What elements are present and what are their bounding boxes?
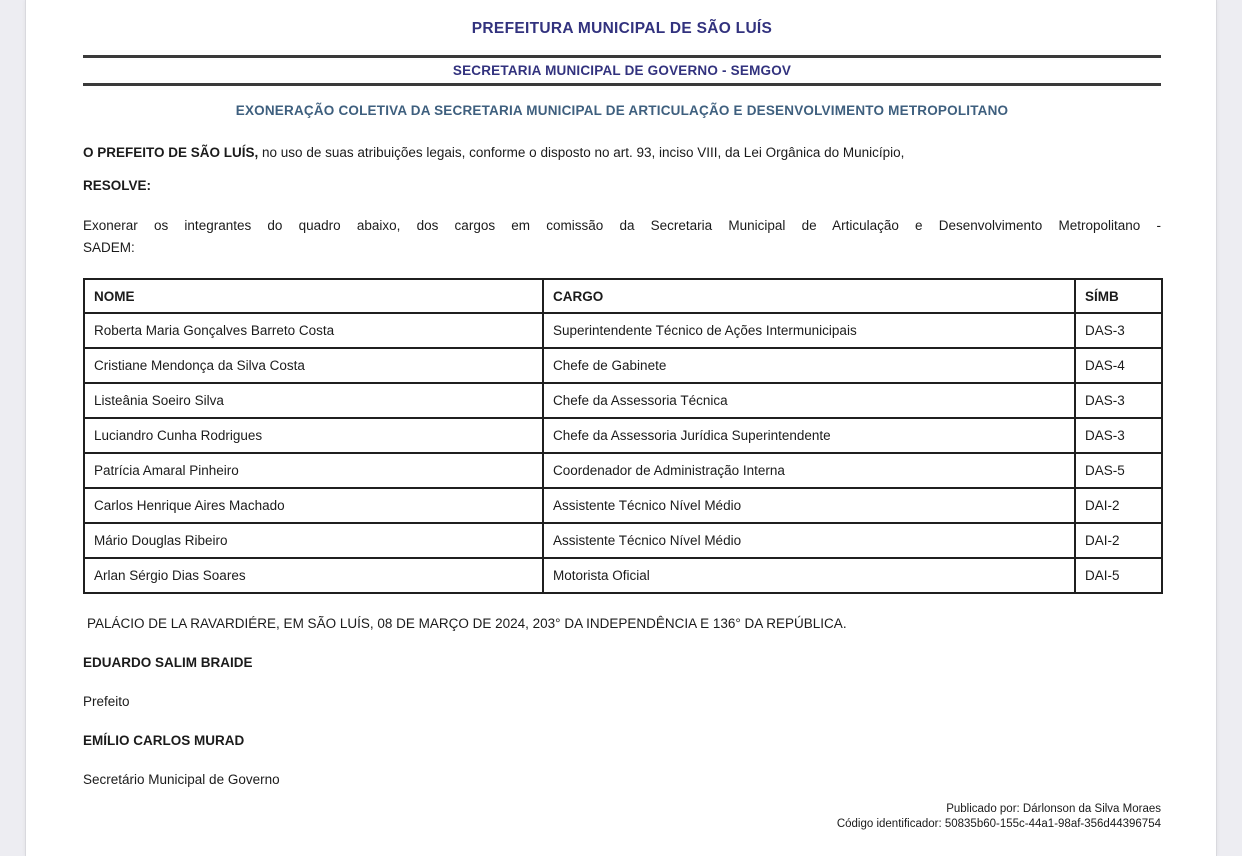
table-header-row xyxy=(84,279,1162,313)
published-by: Publicado por: Dárlonson da Silva Moraes xyxy=(946,803,1161,815)
signature-role-mayor: Prefeito xyxy=(83,694,130,709)
table-row xyxy=(84,348,1162,383)
column-header-cargo: CARGO xyxy=(543,279,1075,313)
table-cell: Roberta Maria Gonçalves Barreto Costa xyxy=(84,313,543,348)
table-cell: DAI-2 xyxy=(1075,488,1162,523)
decree-table xyxy=(83,278,1163,594)
signature-name-secretary: EMÍLIO CARLOS MURAD xyxy=(83,733,245,748)
table-cell: Patrícia Amaral Pinheiro xyxy=(84,453,543,488)
table-cell: Arlan Sérgio Dias Soares xyxy=(84,558,543,593)
table-row xyxy=(84,313,1162,348)
publication-footer xyxy=(83,802,1161,832)
table-cell: DAS-3 xyxy=(1075,383,1162,418)
table-cell: Superintendente Técnico de Ações Intermunicipais xyxy=(543,313,1075,348)
table-cell: DAI-2 xyxy=(1075,523,1162,558)
table-cell: DAI-5 xyxy=(1075,558,1162,593)
table-cell: Motorista Oficial xyxy=(543,558,1075,593)
page-title: PREFEITURA MUNICIPAL DE SÃO LUÍS xyxy=(471,20,773,37)
table-row xyxy=(84,558,1162,593)
column-header-nome: NOME xyxy=(84,279,543,313)
palace-date-line: PALÁCIO DE LA RAVARDIÉRE, EM SÃO LUÍS, 08 DE MARÇO DE 2024, 203° DA INDEPENDÊNCIA E 136° DA REPÚBLICA. xyxy=(87,616,847,631)
table-row xyxy=(84,383,1162,418)
signature-name-mayor: EDUARDO SALIM BRAIDE xyxy=(83,655,253,670)
divider-top xyxy=(83,55,1161,58)
table-cell: DAS-5 xyxy=(1075,453,1162,488)
exonerar-line-2: SADEM: xyxy=(83,240,135,255)
table-row xyxy=(84,453,1162,488)
exonerar-line-1: Exonerar os integrantes do quadro abaixo, dos cargos em comissão da Secretaria Municipal de Articulação e Desenvolvimento Metropolitano - xyxy=(83,218,1161,233)
table-cell: Assistente Técnico Nível Médio xyxy=(543,523,1075,558)
table-cell: DAS-3 xyxy=(1075,418,1162,453)
table-row xyxy=(84,488,1162,523)
column-header-simb: SÍMB xyxy=(1075,279,1162,313)
secretariat-title: SECRETARIA MUNICIPAL DE GOVERNO - SEMGOV xyxy=(452,63,792,78)
identifier-code: Código identificador: 50835b60-155c-44a1-98af-356d44396754 xyxy=(836,818,1161,830)
table-cell: Carlos Henrique Aires Machado xyxy=(84,488,543,523)
resolve-label: RESOLVE: xyxy=(83,178,152,193)
table-cell: Coordenador de Administração Interna xyxy=(543,453,1075,488)
table-row xyxy=(84,523,1162,558)
intro-bold-text: O PREFEITO DE SÃO LUÍS, xyxy=(83,145,259,160)
table-cell: Chefe de Gabinete xyxy=(543,348,1075,383)
intro-rest-text: no uso de suas atribuições legais, conforme o disposto no art. 93, inciso VIII, da Lei Orgânica do Município, xyxy=(258,145,905,160)
document-content xyxy=(83,21,1161,832)
table-cell: Cristiane Mendonça da Silva Costa xyxy=(84,348,543,383)
exonerar-paragraph xyxy=(83,215,1161,259)
table-cell: Chefe da Assessoria Técnica xyxy=(543,383,1075,418)
table-cell: Mário Douglas Ribeiro xyxy=(84,523,543,558)
signature-role-secretary: Secretário Municipal de Governo xyxy=(83,772,280,787)
table-cell: Chefe da Assessoria Jurídica Superintendente xyxy=(543,418,1075,453)
divider-bottom xyxy=(83,83,1161,86)
intro-paragraph xyxy=(83,145,1161,161)
table-body xyxy=(84,313,1162,593)
table-cell: DAS-3 xyxy=(1075,313,1162,348)
table-cell: DAS-4 xyxy=(1075,348,1162,383)
table-cell: Listeânia Soeiro Silva xyxy=(84,383,543,418)
table-row xyxy=(84,418,1162,453)
act-title: EXONERAÇÃO COLETIVA DA SECRETARIA MUNICIPAL DE ARTICULAÇÃO E DESENVOLVIMENTO METROPOLITANO xyxy=(235,103,1009,118)
table-cell: Luciandro Cunha Rodrigues xyxy=(84,418,543,453)
table-cell: Assistente Técnico Nível Médio xyxy=(543,488,1075,523)
document-page xyxy=(25,0,1217,856)
